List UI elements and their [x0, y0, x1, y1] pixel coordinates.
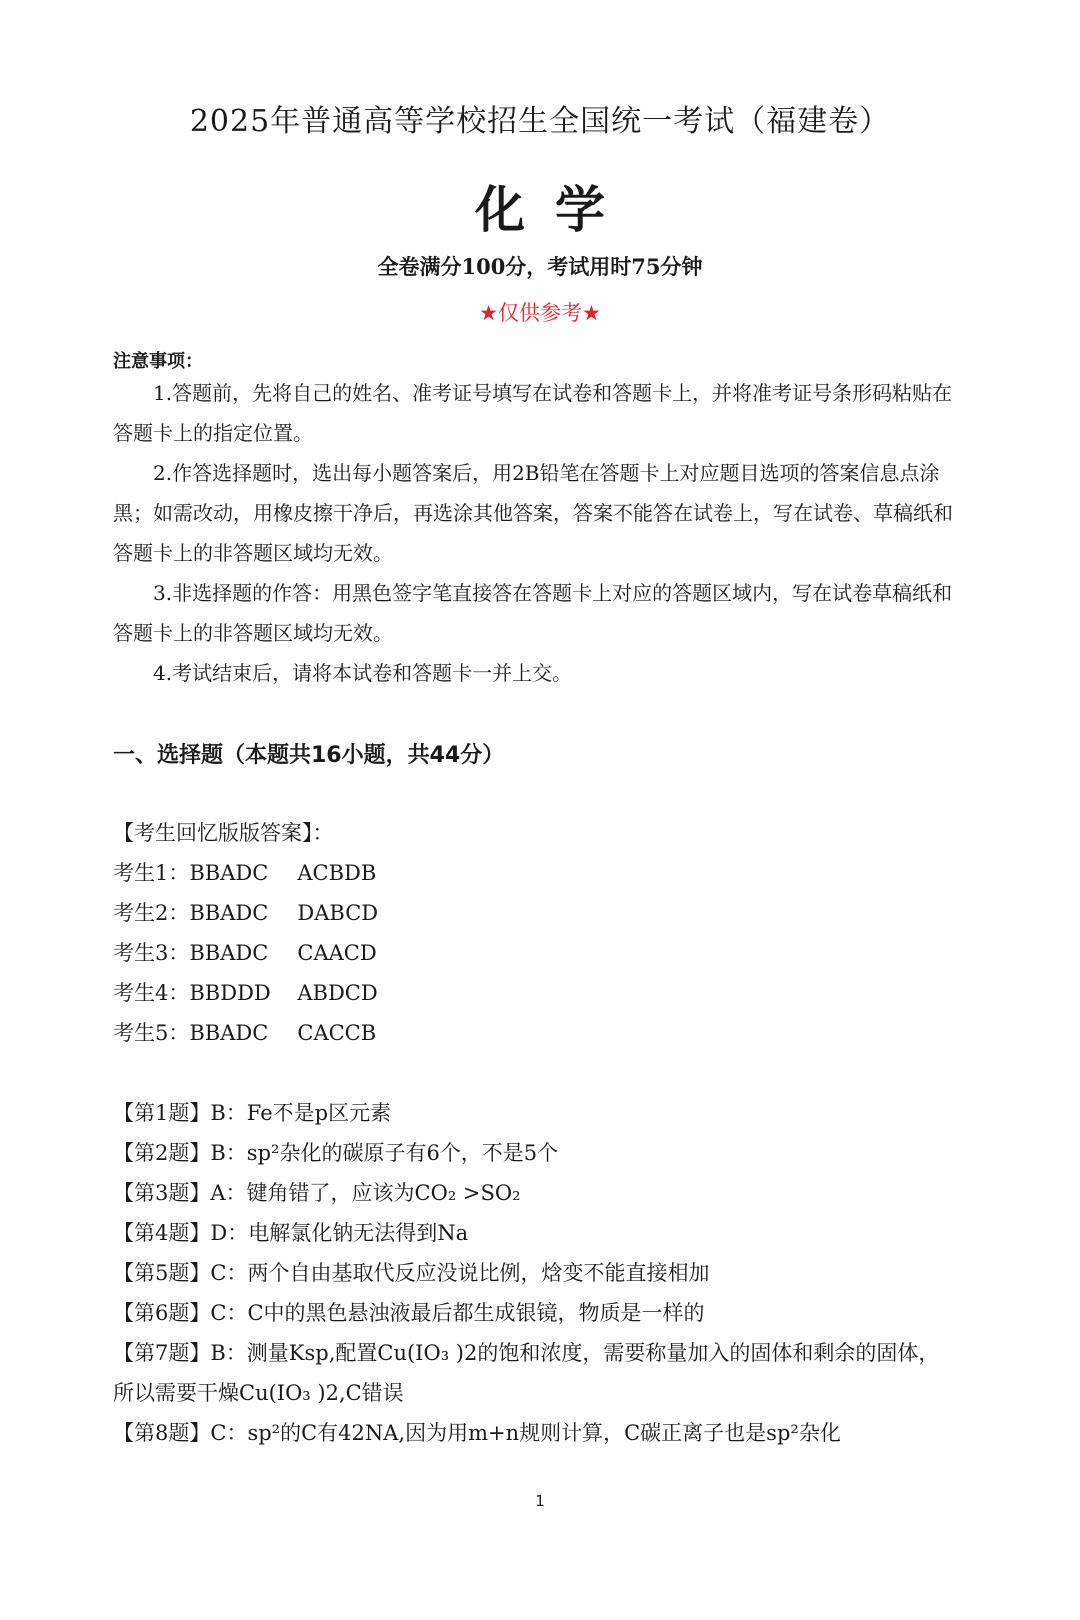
- explanation-q5: [113, 1253, 709, 1293]
- explanation-text: B：Fe不是p区元素: [210, 1101, 392, 1125]
- student-label: 考生3：: [113, 941, 190, 965]
- page-number: 1: [535, 1492, 545, 1510]
- question-label: 【第5题】: [113, 1261, 211, 1285]
- answer-row-student-3: [113, 933, 377, 973]
- question-label: 【第8题】: [113, 1421, 211, 1445]
- answer-row-student-5: [113, 1013, 376, 1053]
- answer-row-student-1: [113, 853, 376, 893]
- answer-group-1: BBADC: [189, 901, 269, 925]
- answer-row-student-4: [113, 973, 378, 1013]
- question-label: 【第1题】: [113, 1101, 211, 1125]
- answer-group-2: ACBDB: [297, 861, 377, 885]
- score-line: 全卷满分100分，考试用时75分钟: [377, 254, 703, 279]
- explanation-text: C：sp²的C有42NA,因为用m+n规则计算，C碳正离子也是sp²杂化: [210, 1421, 841, 1445]
- reference-note: ★仅供参考★: [479, 301, 601, 325]
- answer-group-1: BBADC: [189, 1021, 269, 1045]
- explanation-q2: [113, 1133, 558, 1173]
- explanation-text: A：键角错了，应该为CO₂ >SO₂: [210, 1181, 521, 1205]
- question-label: 【第7题】: [113, 1341, 211, 1365]
- answer-group-1: BBDDD: [189, 981, 271, 1005]
- explanation-text: C：C中的黑色悬浊液最后都生成银镜，物质是一样的: [210, 1301, 705, 1325]
- answer-group-2: DABCD: [297, 901, 379, 925]
- explanation-text: B：测量Ksp,配置Cu(IO₃ )2的饱和浓度，需要称量加入的固体和剩余的固体，所以需要干燥Cu(IO₃ )2,C错误: [113, 1341, 940, 1405]
- answer-group-2: CACCB: [297, 1021, 377, 1045]
- subject-title: 化学: [475, 180, 635, 239]
- answer-group-2: ABDCD: [297, 981, 378, 1005]
- question-label: 【第4题】: [113, 1221, 211, 1245]
- question-label: 【第3题】: [113, 1181, 211, 1205]
- notice-item-1: 1.答题前，先将自己的姓名、准考证号填写在试卷和答题卡上，并将准考证号条形码粘贴在答题卡上的指定位置。: [113, 381, 953, 445]
- student-label: 考生2：: [113, 901, 190, 925]
- answer-group-1: BBADC: [189, 941, 269, 965]
- notice-item-3: 3.非选择题的作答：用黑色签字笔直接答在答题卡上对应的答题区域内，写在试卷草稿纸和答题卡上的非答题区域均无效。: [113, 581, 953, 645]
- answer-group-2: CAACD: [297, 941, 377, 965]
- student-label: 考生5：: [113, 1021, 190, 1045]
- explanation-text: D：电解氯化钠无法得到Na: [210, 1221, 469, 1245]
- question-label: 【第2题】: [113, 1141, 211, 1165]
- explanation-q3: [113, 1173, 521, 1213]
- explanation-text: C：两个自由基取代反应没说比例，焓变不能直接相加: [210, 1261, 710, 1285]
- exam-title: 2025年普通高等学校招生全国统一考试（福建卷）: [189, 104, 891, 139]
- question-label: 【第6题】: [113, 1301, 211, 1325]
- notice-item-4: 4.考试结束后，请将本试卷和答题卡一并上交。: [153, 661, 573, 685]
- answer-row-student-2: [113, 893, 378, 933]
- notice-item-2: 2.作答选择题时，选出每小题答案后，用2B铅笔在答题卡上对应题目选项的答案信息点涂黑；如需改动，用橡皮擦干净后，再选涂其他答案，答案不能答在试卷上，写在试卷、草稿纸和答题卡上的非答题区域均无效。: [113, 461, 953, 565]
- student-label: 考生4：: [113, 981, 190, 1005]
- explanation-q7: [113, 1333, 955, 1413]
- answers-heading: 【考生回忆版版答案】：: [113, 821, 334, 845]
- section-heading: 一、选择题（本题共16小题，共44分）: [113, 743, 505, 768]
- explanation-q8: [113, 1413, 841, 1453]
- notice-heading: 注意事项：: [113, 351, 203, 372]
- student-label: 考生1：: [113, 861, 190, 885]
- explanation-q4: [113, 1213, 468, 1253]
- answer-group-1: BBADC: [189, 861, 269, 885]
- explanation-text: B：sp²杂化的碳原子有6个，不是5个: [210, 1141, 559, 1165]
- explanation-q1: [113, 1093, 391, 1133]
- explanation-q6: [113, 1293, 705, 1333]
